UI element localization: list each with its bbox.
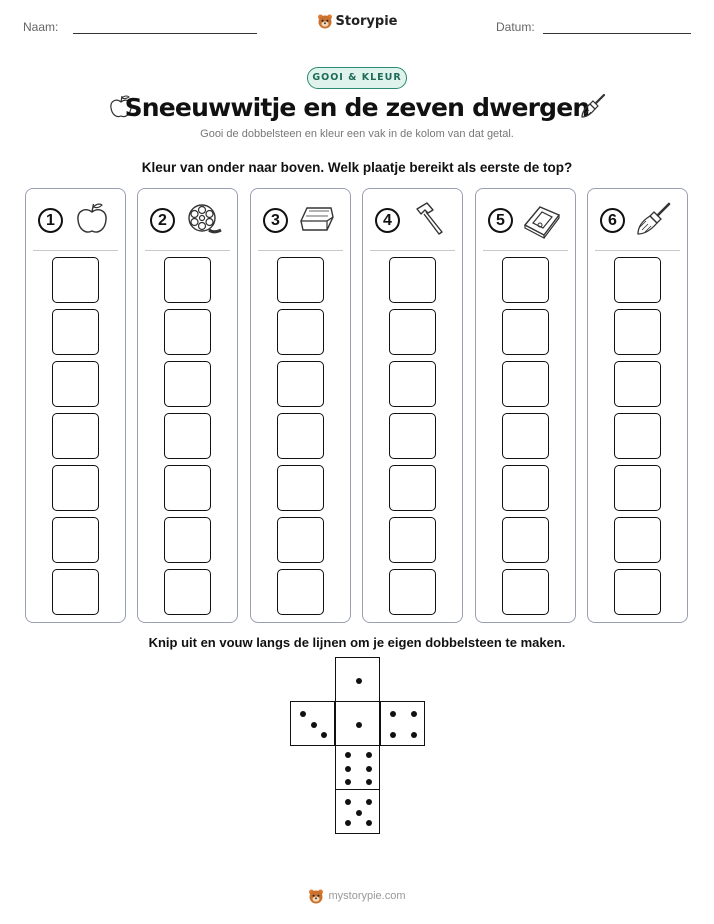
color-cell[interactable] bbox=[614, 309, 661, 355]
pip bbox=[345, 799, 351, 805]
color-cell[interactable] bbox=[52, 361, 99, 407]
color-cell[interactable] bbox=[389, 569, 436, 615]
color-cell[interactable] bbox=[502, 413, 549, 459]
color-cell[interactable] bbox=[277, 569, 324, 615]
brand-name: Storypie bbox=[335, 13, 398, 29]
color-cell[interactable] bbox=[164, 569, 211, 615]
footer-url: mystorypie.com bbox=[328, 890, 406, 902]
color-cell[interactable] bbox=[52, 413, 99, 459]
pip bbox=[345, 752, 351, 758]
color-cell[interactable] bbox=[277, 517, 324, 563]
pip bbox=[390, 711, 396, 717]
pip bbox=[411, 711, 417, 717]
color-cell[interactable] bbox=[389, 257, 436, 303]
date-label: Datum: bbox=[496, 20, 535, 34]
subtitle: Gooi de dobbelsteen en kleur een vak in de kolom van dat getal. bbox=[200, 128, 514, 140]
column-2 bbox=[137, 188, 238, 623]
color-cell[interactable] bbox=[502, 569, 549, 615]
color-cell[interactable] bbox=[502, 309, 549, 355]
color-cell[interactable] bbox=[502, 517, 549, 563]
color-cell[interactable] bbox=[614, 413, 661, 459]
pip bbox=[311, 722, 317, 728]
storypie-bear-logo-icon bbox=[308, 888, 324, 904]
color-cell[interactable] bbox=[389, 309, 436, 355]
brush-icon bbox=[634, 199, 674, 239]
game-type-badge: GOOI & KLEUR bbox=[307, 67, 407, 89]
column-divider bbox=[483, 250, 568, 251]
color-cell[interactable] bbox=[389, 517, 436, 563]
color-cell[interactable] bbox=[502, 361, 549, 407]
column-6 bbox=[587, 188, 688, 623]
cut-instruction: Knip uit en vouw langs de lijnen om je eigen dobbelsteen te maken. bbox=[148, 635, 566, 650]
column-divider bbox=[370, 250, 455, 251]
pip bbox=[356, 678, 362, 684]
pip bbox=[366, 752, 372, 758]
column-5 bbox=[475, 188, 576, 623]
column-4 bbox=[362, 188, 463, 623]
brand bbox=[0, 13, 714, 34]
column-divider bbox=[33, 250, 118, 251]
column-divider bbox=[258, 250, 343, 251]
color-cell[interactable] bbox=[277, 465, 324, 511]
color-cell[interactable] bbox=[52, 309, 99, 355]
pip bbox=[366, 766, 372, 772]
pip bbox=[345, 779, 351, 785]
dice-face-1 bbox=[335, 657, 380, 702]
color-cell[interactable] bbox=[52, 569, 99, 615]
color-cell[interactable] bbox=[52, 257, 99, 303]
column-number: 2 bbox=[150, 208, 175, 233]
pip bbox=[321, 732, 327, 738]
pip bbox=[411, 732, 417, 738]
pip bbox=[366, 820, 372, 826]
color-cell[interactable] bbox=[614, 517, 661, 563]
mousetrap-icon bbox=[522, 199, 562, 239]
color-cell[interactable] bbox=[614, 569, 661, 615]
color-cell[interactable] bbox=[52, 517, 99, 563]
color-cell[interactable] bbox=[52, 465, 99, 511]
dice-face-3 bbox=[290, 701, 335, 746]
name-label: Naam: bbox=[23, 20, 59, 34]
pip bbox=[366, 799, 372, 805]
color-cell[interactable] bbox=[277, 309, 324, 355]
pip bbox=[366, 779, 372, 785]
column-divider bbox=[145, 250, 230, 251]
column-divider bbox=[595, 250, 680, 251]
pip bbox=[345, 820, 351, 826]
hammer-icon bbox=[409, 199, 449, 239]
pip bbox=[300, 711, 306, 717]
color-cell[interactable] bbox=[389, 361, 436, 407]
film-reel-icon bbox=[184, 199, 224, 239]
pip bbox=[390, 732, 396, 738]
color-cell[interactable] bbox=[164, 361, 211, 407]
coffin-icon bbox=[297, 199, 337, 239]
pip bbox=[356, 722, 362, 728]
dice-face-4 bbox=[380, 701, 425, 746]
pip bbox=[356, 810, 362, 816]
column-number: 5 bbox=[488, 208, 513, 233]
storypie-bear-logo-icon bbox=[317, 13, 333, 29]
column-number: 4 bbox=[375, 208, 400, 233]
color-cell[interactable] bbox=[164, 257, 211, 303]
color-cell[interactable] bbox=[389, 465, 436, 511]
color-cell[interactable] bbox=[164, 309, 211, 355]
color-cell[interactable] bbox=[502, 257, 549, 303]
dice-face-6 bbox=[335, 745, 380, 790]
color-cell[interactable] bbox=[164, 413, 211, 459]
column-1 bbox=[25, 188, 126, 623]
color-cell[interactable] bbox=[277, 257, 324, 303]
dice-face-1 bbox=[335, 701, 380, 746]
color-cell[interactable] bbox=[614, 361, 661, 407]
color-cell[interactable] bbox=[502, 465, 549, 511]
footer bbox=[0, 888, 714, 909]
date-line bbox=[543, 33, 691, 34]
color-cell[interactable] bbox=[277, 413, 324, 459]
color-cell[interactable] bbox=[614, 257, 661, 303]
color-cell[interactable] bbox=[164, 465, 211, 511]
apple-icon bbox=[72, 199, 112, 239]
dice-face-5 bbox=[335, 789, 380, 834]
color-cell[interactable] bbox=[389, 413, 436, 459]
color-cell[interactable] bbox=[614, 465, 661, 511]
column-number: 3 bbox=[263, 208, 288, 233]
page-title: Sneeuwwitje en de zeven dwergen bbox=[124, 93, 590, 122]
color-cell[interactable] bbox=[277, 361, 324, 407]
color-cell[interactable] bbox=[164, 517, 211, 563]
instruction: Kleur van onder naar boven. Welk plaatje bereikt als eerste de top? bbox=[141, 160, 573, 175]
column-number: 1 bbox=[38, 208, 63, 233]
column-3 bbox=[250, 188, 351, 623]
pip bbox=[345, 766, 351, 772]
column-number: 6 bbox=[600, 208, 625, 233]
brush-icon bbox=[579, 92, 607, 120]
